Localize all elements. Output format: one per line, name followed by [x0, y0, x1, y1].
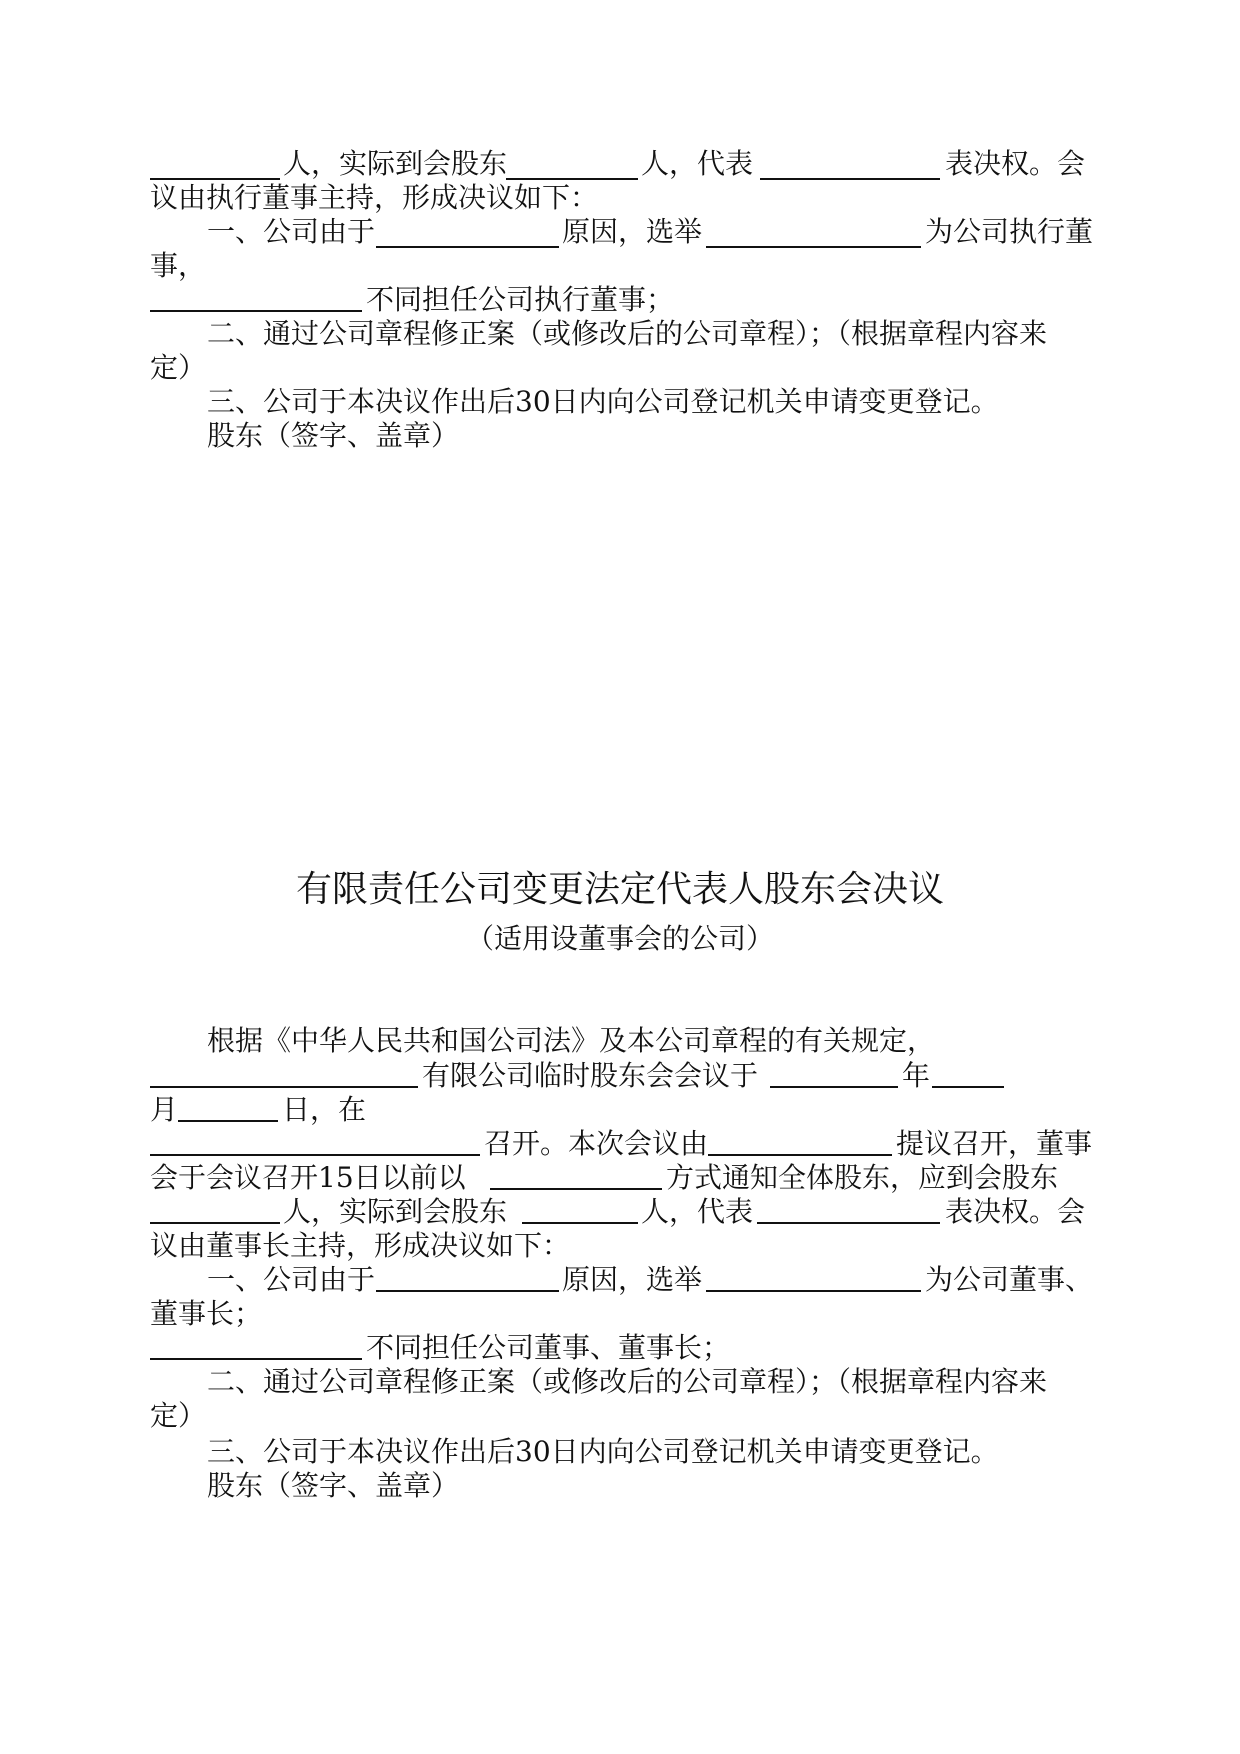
text: 三、公司于本决议作出后30日内向公司登记机关申请变更登记。 — [207, 1435, 999, 1468]
text: 日，在 — [282, 1093, 367, 1126]
blank-voting-rights[interactable] — [757, 1222, 940, 1224]
blank-attendees-actual[interactable] — [522, 1222, 638, 1224]
text: 三、公司于本决议作出后30日内向公司登记机关申请变更登记。 — [207, 385, 999, 418]
blank-company-name[interactable] — [150, 1086, 418, 1088]
text: 原因，选举 — [562, 215, 703, 248]
text: 会于会议召开15日以前以 — [150, 1161, 466, 1194]
text: 事， — [150, 249, 207, 282]
text: 议由董事长主持，形成决议如下： — [150, 1229, 571, 1262]
text: 月 — [150, 1093, 179, 1126]
text: 人，实际到会股东 — [283, 1195, 508, 1228]
blank-convener[interactable] — [708, 1154, 892, 1156]
text: 表决权。会 — [945, 147, 1086, 180]
blank-elected-chairman[interactable] — [706, 1290, 921, 1292]
blank-notice-method[interactable] — [490, 1188, 662, 1190]
page-subtitle: （适用设董事会的公司） — [465, 922, 774, 955]
blank-day[interactable] — [178, 1120, 278, 1122]
signature-label: 股东（签字、盖章） — [207, 419, 460, 452]
blank-reason[interactable] — [376, 246, 559, 248]
text: 人，代表 — [641, 1195, 754, 1228]
page-title: 有限责任公司变更法定代表人股东会决议 — [295, 869, 944, 910]
blank-attendees-due[interactable] — [150, 1222, 280, 1224]
text: 二、通过公司章程修正案（或修改后的公司章程）；（根据章程内容来 — [207, 1365, 1048, 1398]
text: 根据《中华人民共和国公司法》及本公司章程的有关规定， — [207, 1024, 936, 1057]
signature-label: 股东（签字、盖章） — [207, 1469, 460, 1502]
blank-month-start[interactable] — [932, 1086, 1004, 1088]
text: 不同担任公司董事、董事长； — [366, 1331, 731, 1364]
text: 董事长； — [150, 1297, 263, 1330]
blank-venue[interactable] — [150, 1154, 480, 1156]
blank-year[interactable] — [770, 1086, 898, 1088]
text: 人，代表 — [641, 147, 754, 180]
text: 年 — [902, 1059, 931, 1092]
text: 为公司执行董 — [925, 215, 1094, 248]
text: 为公司董事、 — [925, 1263, 1094, 1296]
text: 议由执行董事主持，形成决议如下： — [150, 181, 599, 214]
text: 提议召开，董事 — [896, 1127, 1093, 1160]
text: 召开。本次会议由 — [484, 1127, 709, 1160]
text: 原因，选举 — [562, 1263, 703, 1296]
blank-elected-director[interactable] — [706, 246, 921, 248]
text: 一、公司由于 — [207, 1263, 376, 1296]
text: 一、公司由于 — [207, 215, 376, 248]
blank-reason[interactable] — [376, 1290, 559, 1292]
text: 有限公司临时股东会会议于 — [422, 1059, 759, 1092]
blank-voting-rights[interactable] — [760, 178, 940, 180]
blank-former-director[interactable] — [150, 310, 362, 312]
text: 人，实际到会股东 — [283, 147, 508, 180]
text: 定） — [150, 1399, 207, 1432]
blank-former-chairman[interactable] — [150, 1358, 362, 1360]
text: 二、通过公司章程修正案（或修改后的公司章程）；（根据章程内容来 — [207, 317, 1048, 350]
text: 不同担任公司执行董事； — [366, 283, 675, 316]
text: 表决权。会 — [945, 1195, 1086, 1228]
text: 定） — [150, 351, 207, 384]
text: 方式通知全体股东，应到会股东 — [666, 1161, 1059, 1194]
